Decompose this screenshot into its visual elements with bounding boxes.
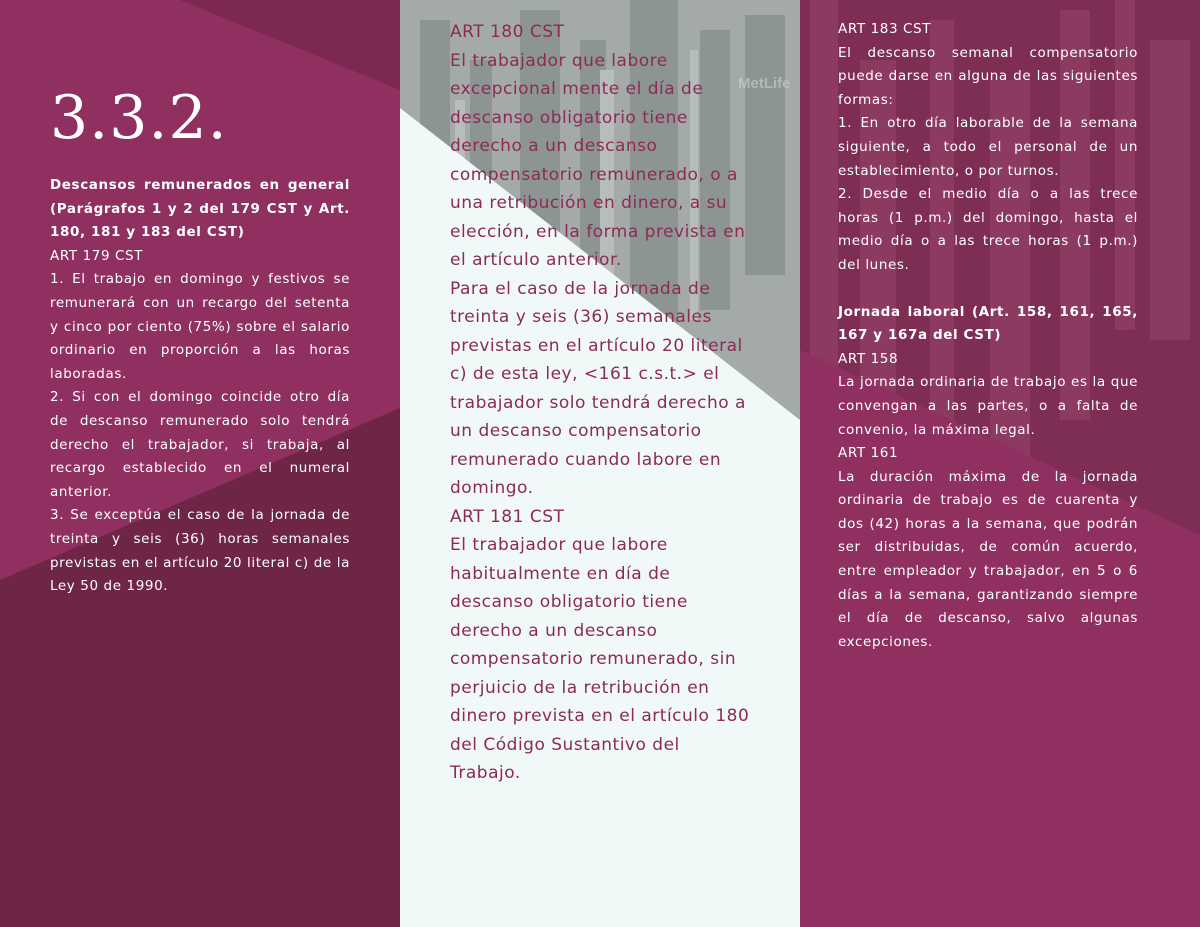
art-183-item-2: 2. Desde el medio día o a las trece horas (1 p.m.) del domingo, hasta el medio día o a las trece horas (1 p.m.) del lunes. [838, 186, 1138, 273]
art-158-text: La jornada ordinaria de trabajo es la que convengan a las partes, o a falta de convenio, la máxima legal. [838, 374, 1138, 438]
section-number: 3.3.2. [50, 83, 228, 153]
art-179-item-1: 1. El trabajo en domingo y festivos se remunerará con un recargo del setenta y cinco por ciento (75%) sobre el salario ordinario en proporción a las horas laboradas. [50, 271, 350, 382]
art-180-text: El trabajador que labore excepcional mente el día de descanso obligatorio tiene derecho a un descanso compensatorio remunerado, o a una retribución en dinero, a su elección, en la forma prevista en el artículo anterior. [450, 50, 746, 270]
metlife-sign: MetLife [738, 75, 791, 92]
art-181-text: El trabajador que labore habitualmente en día de descanso obligatorio tiene derecho a un descanso compensatorio remunerado, sin perjuicio de la retribución en dinero prevista en el artículo 180 del Código Sustantivo del Trabajo. [450, 535, 750, 783]
section-heading: Descansos remunerados en general (Parágrafos 1 y 2 del 179 CST y Art. 180, 181 y 183 del CST) [50, 177, 350, 241]
art-183-label: ART 183 CST [838, 21, 932, 37]
art-161-text: La duración máxima de la jornada ordinaria de trabajo es de cuarenta y dos (42) horas a la semana, que podrán ser distribuidas, de común acuerdo, entre empleador y trabajador, en 5 o 6 días a la semana, garantizando siempre el día de descanso, salvo algunas excepciones. [838, 468, 1138, 650]
art-179-label: ART 179 CST [50, 247, 144, 264]
art-179-item-3: 3. Se exceptúa el caso de la jornada de treinta y seis (36) horas semanales previstas en el artículo 20 literal c) de la Ley 50 de 1990. [50, 507, 350, 595]
art-183-item-1: 1. En otro día laborable de la semana siguiente, a todo el personal de un establecimiento, o por turnos. [838, 115, 1138, 179]
art-179-item-2: 2. Si con el domingo coincide otro día de descanso remunerado solo tendrá derecho el trabajador, si trabaja, al recargo establecido en el numeral anterior. [50, 389, 350, 500]
column-middle [450, 18, 755, 788]
column-right [838, 18, 1138, 654]
art-161-label: ART 161 [838, 445, 899, 462]
art-180-text-2: Para el caso de la jornada de treinta y seis (36) semanales previstas en el artículo 20 literal c) de esta ley, <161 c.s.t.> el trabajador solo tendrá derecho a un descanso compensatorio remunerado cuando labore en domingo. [450, 278, 746, 498]
art-158-label: ART 158 [838, 350, 899, 367]
art-181-label: ART 181 CST [450, 506, 565, 527]
jornada-heading: Jornada laboral (Art. 158, 161, 165, 167 y 167a del CST) [838, 303, 1138, 344]
column-left [50, 82, 350, 599]
art-180-label: ART 180 CST [450, 22, 565, 42]
art-183-text: El descanso semanal compensatorio puede darse en alguna de las siguientes formas: [838, 44, 1138, 108]
